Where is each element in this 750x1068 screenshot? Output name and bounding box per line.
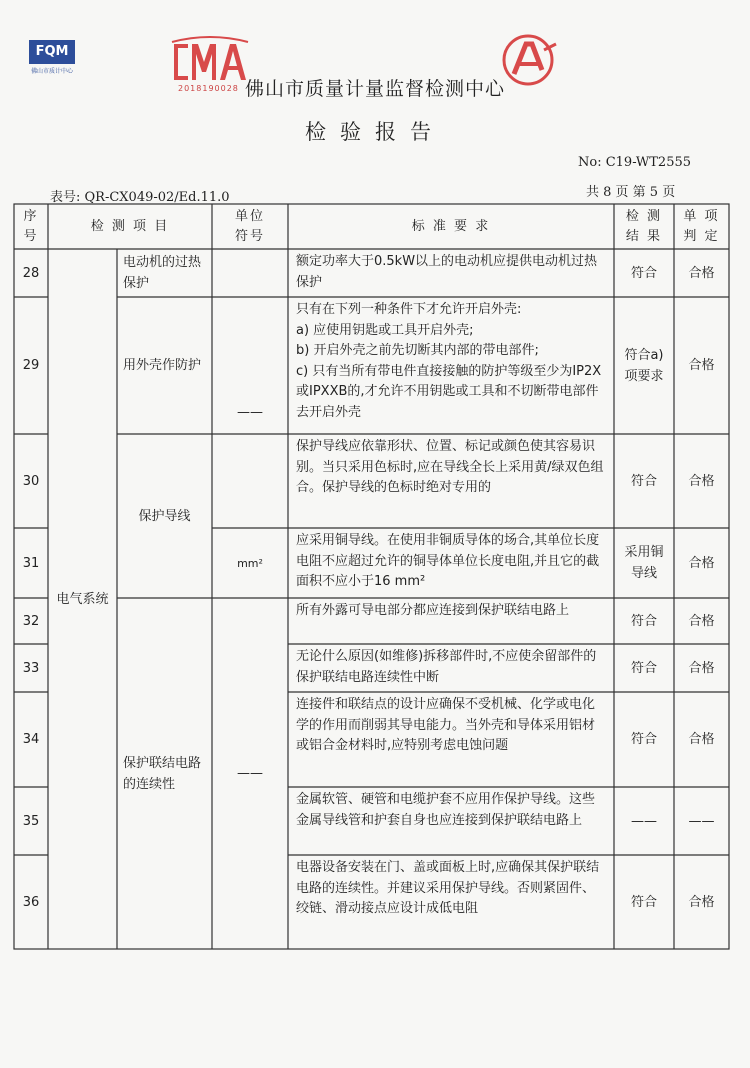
verdict-cell: 合格: [688, 732, 715, 747]
requirement-text: 应采用铜导线。在使用非铜质导体的场合,其单位长度电阻不应超过允许的铜导体单位长度电阻,并且它的截面积不应小于16 mm²: [296, 533, 600, 589]
sub-item-motor-overheat: 电动机的过热保护: [123, 255, 202, 291]
result-cell: 符合: [630, 660, 657, 676]
sub-item-bonding-continuity: 保护联结电路的连续性: [123, 755, 202, 792]
sub-item-enclosure: 用外壳作防护: [123, 358, 202, 373]
page-info: 共 8 页 第 5 页: [586, 185, 676, 200]
row-number: 29: [22, 358, 40, 373]
verdict-cell: 合格: [688, 613, 715, 629]
header-requirement: 标 准 要 求: [411, 219, 491, 234]
verdict-cell: 合格: [688, 265, 715, 281]
result-cell: 采用铜导线: [624, 545, 664, 581]
row-number: 34: [22, 732, 40, 747]
verdict-cell: ——: [688, 813, 715, 829]
category-cell: 电气系统: [56, 591, 109, 607]
sub-item-protective-conductor: 保护导线: [138, 508, 191, 524]
header-item: 检 测 项 目: [90, 219, 170, 234]
row-number: 31: [22, 555, 40, 571]
requirement-text: 所有外露可导电部分都应连接到保护联结电路上: [296, 603, 570, 618]
cma-number: 2018190028: [178, 84, 239, 93]
result-cell: 符合: [630, 613, 657, 629]
result-cell: ——: [631, 813, 657, 829]
form-number: 表号: QR-CX049-02/Ed.11.0: [50, 190, 230, 205]
fqm-caption: 佛山市质计中心: [30, 68, 73, 75]
result-cell: 符合: [630, 894, 657, 910]
verdict-cell: 合格: [688, 358, 715, 373]
requirement-text: 保护导线应依靠形状、位置、标记或颜色使其容易识别。当只采用色标时,应在导线全长上采用黄/绿双色组合。保护导线的色标时绝对专用的: [296, 439, 604, 495]
requirement-text: 只有在下列一种条件下才允许开启外壳: a) 应使用钥匙或工具开启外壳; b) 开启外壳之前先切断其内部的带电部件; c) 只有当所有带电件直接接触的防护等级至少为IP2X或IPXXB的,才允许不用钥匙或工具和不切断带电部件去开启外壳: [296, 302, 602, 420]
requirement-text: 连接件和联结点的设计应确保不受机械、化学或电化学的作用而削弱其导电能力。当外壳和导体采用铝材或铝合金材料时,应特别考虑电蚀问题: [296, 697, 596, 753]
org-name: 佛山市质量计量监督检测中心: [244, 78, 505, 100]
header-result: 检 测结 果: [625, 208, 663, 244]
row-number: 32: [22, 613, 40, 629]
report-number: No: C19-WT2555: [578, 155, 692, 170]
requirement-text: 额定功率大于0.5kW以上的电动机应提供电动机过热保护: [296, 254, 598, 290]
unit-cell: ——: [237, 766, 263, 781]
unit-cell: mm²: [237, 556, 263, 570]
header-seq: 序号: [23, 208, 39, 244]
row-number: 33: [22, 660, 40, 676]
header-verdict: 单 项判 定: [683, 208, 720, 244]
report-title: 检验报告: [305, 120, 445, 144]
row-number: 35: [22, 813, 40, 829]
row-number: 36: [22, 894, 40, 910]
verdict-cell: 合格: [688, 660, 715, 676]
result-cell: 符合: [630, 732, 657, 747]
verdict-cell: 合格: [688, 555, 715, 571]
fqm-logo-mark: FQM: [29, 40, 75, 64]
unit-cell: [212, 249, 288, 297]
requirement-text: 电器设备安装在门、盖或面板上时,应确保其保护联结电路的连续性。并建议采用保护导线。否则紧固件、绞链、滑动接点应设计成低电阻: [296, 860, 600, 916]
verdict-cell: 合格: [688, 894, 715, 910]
verdict-cell: 合格: [688, 473, 715, 489]
requirement-text: 金属软管、硬管和电缆护套不应用作保护导线。这些金属导线管和护套自身也应连接到保护联结电路上: [296, 792, 596, 828]
row-number: 30: [22, 473, 40, 489]
result-cell: 符合: [630, 473, 657, 489]
result-cell: 符合: [630, 265, 657, 281]
header-unit: 单位符号: [234, 208, 265, 244]
row-number: 28: [22, 265, 40, 281]
requirement-text: 无论什么原因(如维修)拆移部件时,不应使余留部件的保护联结电路连续性中断: [296, 649, 597, 685]
result-cell: 符合a)项要求: [624, 347, 664, 384]
unit-cell: ——: [237, 405, 263, 420]
